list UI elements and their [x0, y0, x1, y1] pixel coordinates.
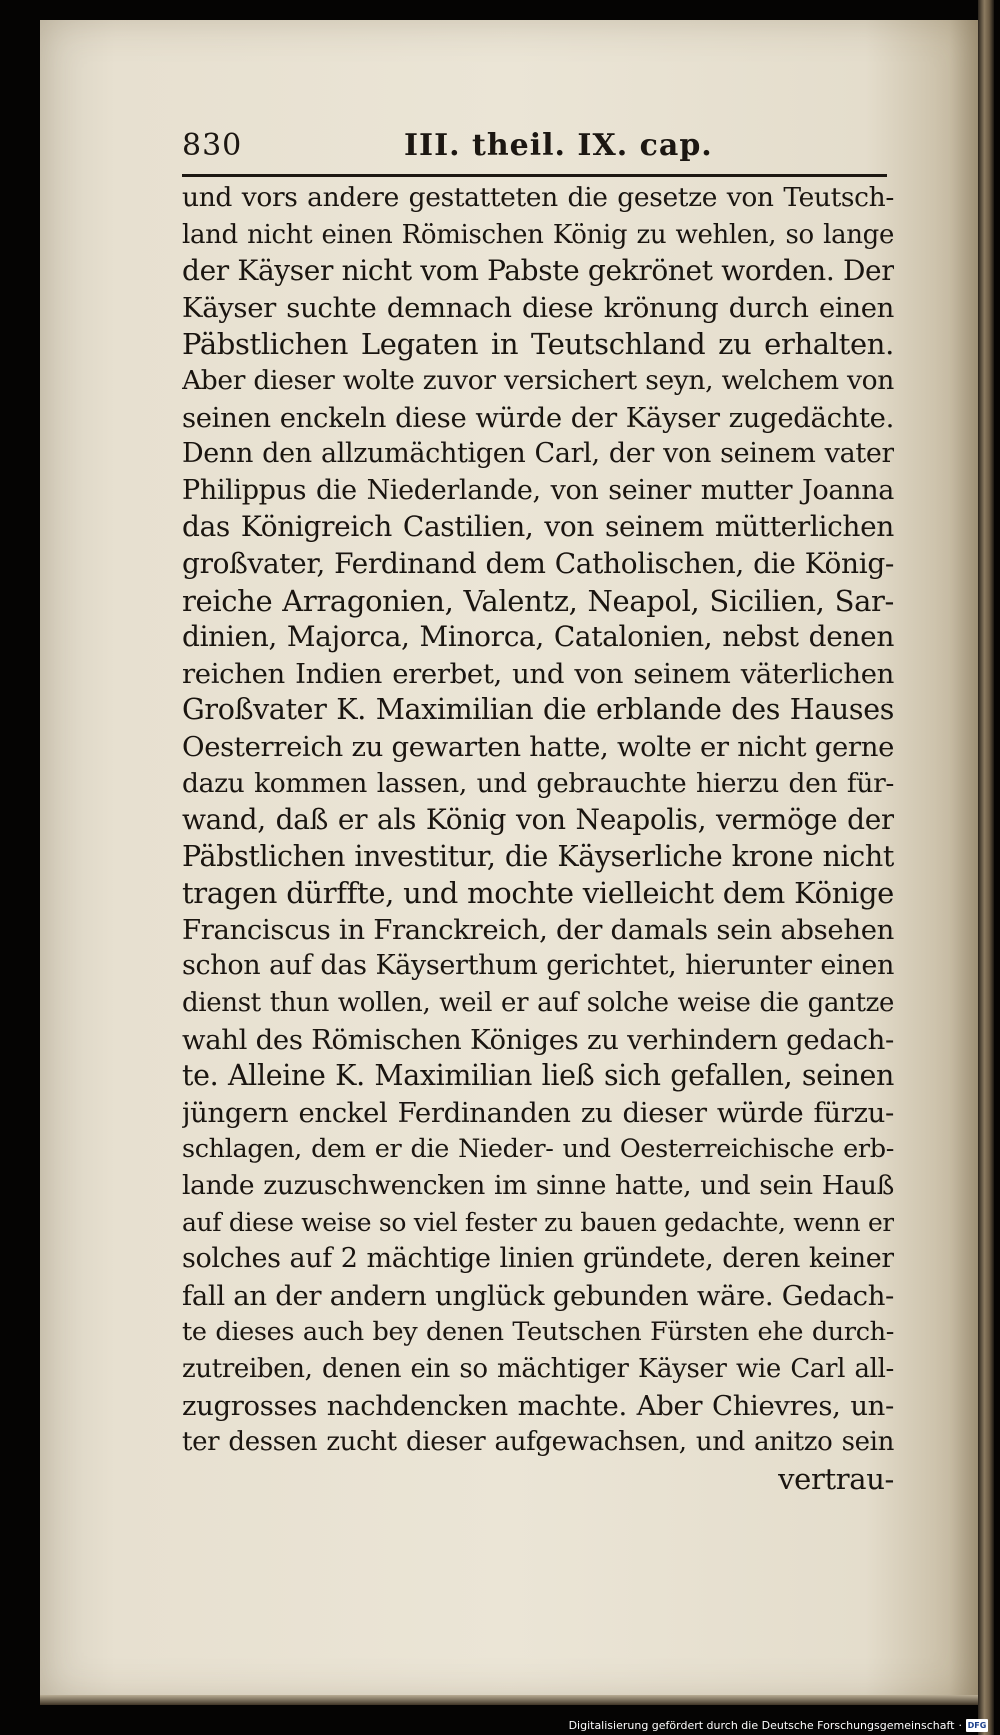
- text-line: der Käyser nicht vom Pabste gekrönet worden. Der: [182, 254, 894, 288]
- text-line: zugrosses nachdencken machte. Aber Chievres, un-: [182, 1389, 894, 1422]
- text-line: wahl des Römischen Königes zu verhindern gedach-: [182, 1023, 894, 1056]
- text-line: te. Alleine K. Maximilian ließ sich gefallen, seinen: [182, 1059, 894, 1093]
- page-edge: [40, 1695, 978, 1705]
- text-line: zutreiben, denen ein so mächtiger Käyser wie Carl all-: [182, 1354, 894, 1384]
- text-line: jüngern enckel Ferdinanden zu dieser würde fürzu-: [182, 1096, 894, 1129]
- text-line: reiche Arragonien, Valentz, Neapol, Sicilien, Sar-: [182, 583, 894, 618]
- dfg-logo-icon: DFG: [967, 1720, 987, 1730]
- text-line: wand, daß er als König von Neapolis, vermöge der: [182, 803, 894, 837]
- text-line: schlagen, dem er die Nieder- und Oesterreichische erb-: [182, 1134, 894, 1165]
- digitization-credit: Digitalisierung gefördert durch die Deutsche Forschungsgemeinschaft · DFG: [568, 1718, 987, 1732]
- text-line: Großvater K. Maximilian die erblande des Hauses: [182, 693, 894, 727]
- text-line: das Königreich Castilien, von seinem mütterlichen: [182, 510, 894, 544]
- body-text: [182, 180, 894, 1497]
- text-line: Päbstlichen Legaten in Teutschland zu erhalten.: [182, 327, 894, 362]
- text-line: te dieses auch bey denen Teutschen Fürsten ehe durch-: [182, 1317, 894, 1348]
- text-line: seinen enckeln diese würde der Käyser zugedächte.: [182, 401, 894, 434]
- running-head: III. theil. IX. cap.: [404, 128, 713, 163]
- book-spine: [978, 0, 994, 1735]
- text-line: Franciscus in Franckreich, der damals sein absehen: [182, 913, 894, 946]
- text-line: fall an der andern unglück gebunden wäre. Gedach-: [182, 1279, 894, 1312]
- text-line: Philippus die Niederlande, von seiner mutter Joanna: [182, 474, 894, 506]
- text-line: ter dessen zucht dieser aufgewachsen, und anitzo sein: [182, 1427, 894, 1458]
- text-line: solches auf 2 mächtige linien gründete, deren keiner: [182, 1243, 894, 1275]
- page-number: 830: [182, 128, 243, 163]
- text-line: reichen Indien ererbet, und von seinem väterlichen: [182, 657, 894, 690]
- text-line: Aber dieser wolte zuvor versichert seyn, welchem von: [182, 364, 894, 396]
- text-line: und vors andere gestatteten die gesetze von Teutsch-: [182, 182, 894, 213]
- text-line: land nicht einen Römischen König zu wehlen, so lange: [182, 219, 894, 250]
- credit-text: Digitalisierung gefördert durch die Deutsche Forschungsgemeinschaft: [568, 1718, 955, 1732]
- text-line: Denn den allzumächtigen Carl, der von seinem vater: [182, 438, 894, 470]
- text-line: dinien, Majorca, Minorca, Catalonien, nebst denen: [182, 620, 894, 654]
- text-line: lande zuzuschwencken im sinne hatte, und sein Hauß: [182, 1170, 894, 1202]
- text-line: Oesterreich zu gewarten hatte, wolte er nicht gerne: [182, 730, 894, 763]
- text-line: Käyser suchte demnach diese krönung durch einen: [182, 291, 894, 324]
- text-line: tragen dürffte, und mochte vielleicht dem Könige: [182, 876, 894, 911]
- text-line: großvater, Ferdinand dem Catholischen, die König-: [182, 546, 894, 580]
- text-line: schon auf das Käyserthum gerichtet, hierunter einen: [182, 950, 894, 982]
- text-line: Päbstlichen investitur, die Käyserliche krone nicht: [182, 839, 894, 873]
- page-header: [182, 128, 862, 168]
- text-line: dazu kommen lassen, und gebrauchte hierzu den für-: [182, 767, 894, 799]
- header-rule: [182, 174, 887, 177]
- text-line: auf diese weise so viel fester zu bauen gedachte, wenn er: [182, 1207, 894, 1237]
- text-line: dienst thun wollen, weil er auf solche weise die gantze: [182, 988, 894, 1019]
- catchword: vertrau-: [778, 1461, 894, 1496]
